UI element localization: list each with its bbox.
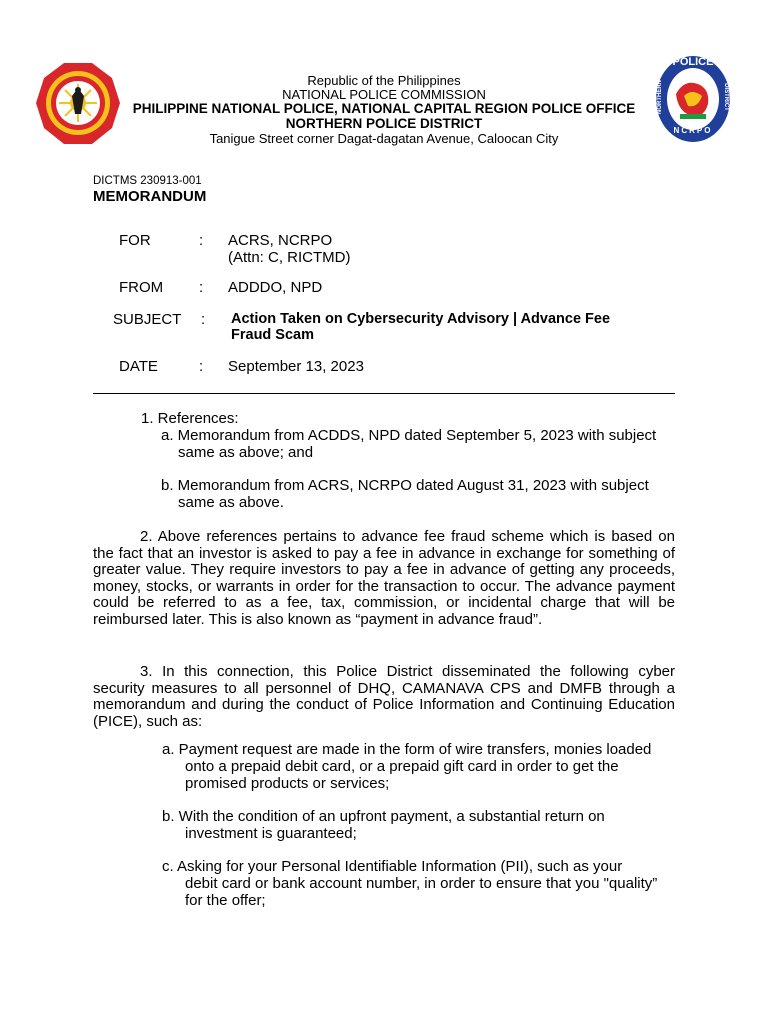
memo-for-attn: (Attn: C, RICTMD)	[228, 249, 351, 266]
header-address: Tanigue Street corner Dagat-dagatan Avenue, Caloocan City	[209, 131, 559, 146]
item-b-line2: investment is guaranteed;	[185, 825, 357, 842]
memo-subject-line1: Action Taken on Cybersecurity Advisory | Advance Fee	[231, 311, 611, 327]
npd-logo-text-bottom: NCRPO	[673, 126, 713, 135]
memo-date-label: DATE	[119, 358, 158, 375]
memo-for-colon: :	[199, 232, 204, 249]
memo-subject-line2: Fraud Scam	[231, 327, 314, 343]
item-b-line1: b. With the condition of an upfront payment, a substantial return on	[162, 808, 605, 825]
memo-from-value: ADDDO, NPD	[228, 279, 323, 296]
memo-for-value: ACRS, NCRPO	[228, 232, 333, 249]
memo-from-label: FROM	[119, 279, 164, 296]
header-divider	[93, 393, 675, 394]
header-pnp-ncrpo: PHILIPPINE NATIONAL POLICE, NATIONAL CAPITAL REGION POLICE OFFICE	[132, 101, 636, 116]
item-c-line2: debit card or bank account number, in order to ensure that you "quality”	[185, 875, 658, 892]
p1-heading: 1. References:	[141, 410, 239, 427]
memo-date-value: September 13, 2023	[228, 358, 364, 375]
item-a-line1: a. Payment request are made in the form of wire transfers, monies loaded	[162, 741, 652, 758]
npd-logo-text-left: NORTHERN	[657, 80, 663, 114]
npd-logo-text-top: POLICE	[672, 56, 714, 68]
header-npd: NORTHERN POLICE DISTRICT	[285, 116, 483, 131]
paragraph-2: 2. Above references pertains to advance fee fraud scheme which is based on the fact that an investor is asked to pay a fee in advance in exchange for something of greater value. They require investors to pay a fee in advance of getting any proceeds, money, stocks, or warrants in order for the transaction to occur. The advance payment could be referred to as a fee, tax, commission, or incidental charge that will be reimbursed later. This is also known as “payment in advance fraud”.	[93, 528, 675, 628]
memo-from-colon: :	[199, 279, 204, 296]
p1-b-line2: same as above.	[178, 494, 284, 511]
header-napolcom: NATIONAL POLICE COMMISSION	[282, 87, 486, 102]
memo-date-colon: :	[199, 358, 204, 375]
p1-a-line2: same as above; and	[178, 444, 314, 461]
p1-b-line1: b. Memorandum from ACRS, NCRPO dated August 31, 2023 with subject	[161, 477, 649, 494]
npd-logo-text-right: DISTRICT	[723, 83, 729, 111]
item-c-line3: for the offer;	[185, 892, 266, 909]
item-a-line3: promised products or services;	[185, 775, 390, 792]
paragraph-3: 3. In this connection, this Police District disseminated the following cyber security measures to all personnel of DHQ, CAMANAVA CPS and DMFB through a memorandum and during the conduct of Police Information and Continuing Education (PICE), such as:	[93, 663, 675, 730]
memo-for-label: FOR	[119, 232, 151, 249]
memo-type: MEMORANDUM	[93, 188, 207, 205]
p1-a-line1: a. Memorandum from ACDDS, NPD dated September 5, 2023 with subject	[161, 427, 657, 444]
memo-subject-colon: :	[201, 311, 206, 328]
memo-ref-no: DICTMS 230913-001	[93, 175, 202, 187]
memo-subject-label: SUBJECT	[113, 311, 182, 328]
header-republic: Republic of the Philippines	[307, 73, 461, 88]
item-a-line2: onto a prepaid debit card, or a prepaid gift card in order to get the	[185, 758, 619, 775]
item-c-line1: c. Asking for your Personal Identifiable Information (PII), such as your	[162, 858, 623, 875]
